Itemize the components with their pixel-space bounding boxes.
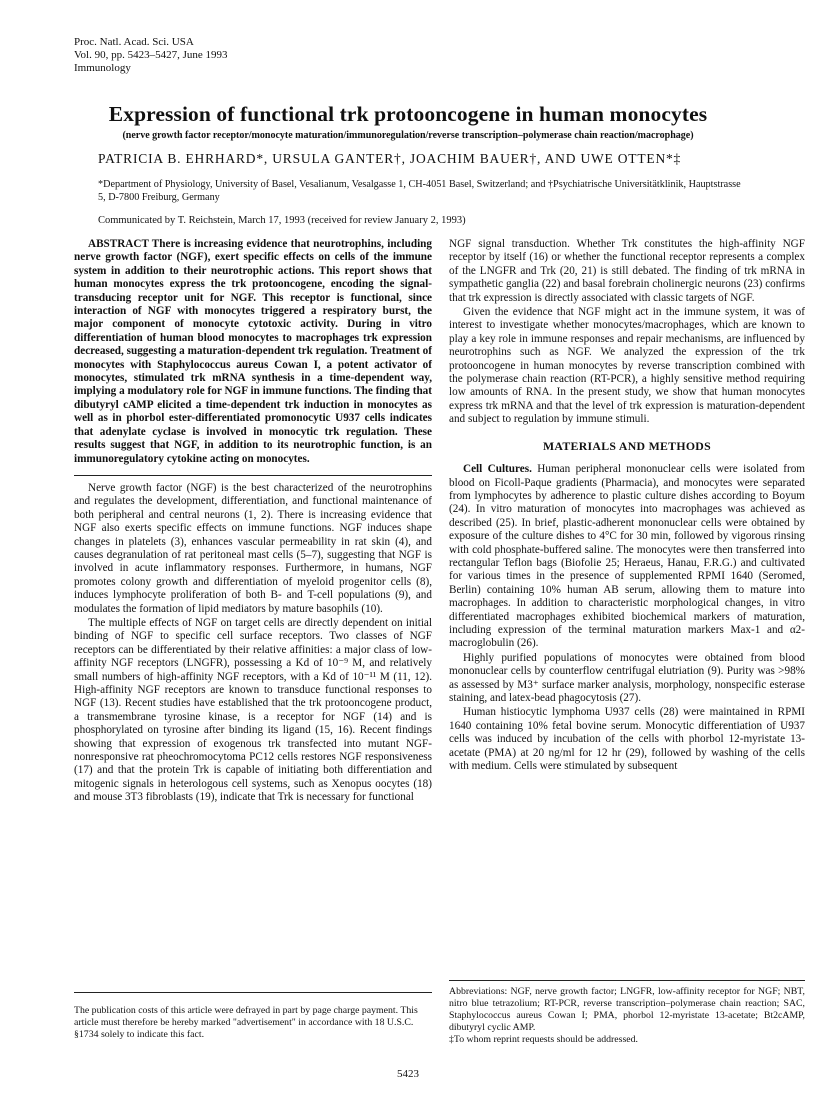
affiliations: *Department of Physiology, University of Basel, Vesalianum, Vesalgasse 1, CH-4051 Basel, Switzerland; and †Psychiatrische Universitätklinik, Hauptstrasse 5, D-7800 Freiburg, Germany bbox=[98, 179, 741, 203]
keywords: (nerve growth factor receptor/monocyte maturation/immunoregulation/reverse transcription–polymerase chain reaction/macrophage) bbox=[122, 130, 694, 141]
authors: PATRICIA B. EHRHARD*, URSULA GANTER†, JOACHIM BAUER†, AND UWE OTTEN*‡ bbox=[98, 151, 682, 166]
journal-name: Proc. Natl. Acad. Sci. USA bbox=[74, 36, 194, 48]
journal-header bbox=[74, 36, 228, 75]
article-title: Expression of functional trk protooncogene in human monocytes bbox=[108, 102, 708, 126]
methods-subhead: Cell Cultures. bbox=[463, 463, 532, 476]
methods-heading: MATERIALS AND METHODS bbox=[543, 438, 711, 453]
abbreviations-rule bbox=[449, 980, 805, 981]
abstract: ABSTRACT There is increasing evidence that neurotrophins, including nerve growth factor (NGF), exert specific effects on cells of the immune system in addition to their neurotrophic actions. This report shows that human monocytes express the trk protooncogene, encoding the signal-transducing receptor unit for NGF. This receptor is functional, since interaction of NGF with monocytes triggered a respiratory burst, the major component of monocyte cytotoxic activity. During in vitro differentiation of human blood monocytes to macrophages trk expression decreased, suggesting a maturation-dependent trk regulation. Treatment of monocytes with Staphylococcus aureus Cowan I, a potent activator of monocytes, stimulated trk mRNA synthesis in a time-dependent way, implying a modulatory role for NGF in immune functions. The finding that dibutyryl cAMP elicited a time-dependent trk induction in monocytes as well as in phorbol ester-differentiated promonocytic U937 cells indicates that adenylate cyclase is involved in monocytic trk regulation. These results suggest that NGF, in addition to its neurotrophic function, is an immunoregulatory cytokine acting on monocytes. bbox=[74, 238, 432, 465]
intro-paragraph-1: Nerve growth factor (NGF) is the best characterized of the neurotrophins and regulates the development, differentiation, and functional maintenance of both peripheral and central neurons (1, 2). There is increasing evidence that NGF also exerts specific effects on immune functions. NGF induces shape changes in platelets (3), enhances vascular permeability in rat skin (4), and causes degranulation of rat peritoneal mast cells (5–7), suggesting that NGF is involved in acute inflammatory responses. Furthermore, in humans, NGF promotes colony growth and differentiation of myeloid progenitor cells (8), induces lymphocyte proliferation of both B- and T-cell populations (9), and modulates the formation of lipid mediators by mature basophils (10). bbox=[74, 481, 432, 615]
communicated-line: Communicated by T. Reichstein, March 17, 1993 (received for review January 2, 1993) bbox=[98, 215, 466, 226]
abbreviations-text: Abbreviations: NGF, nerve growth factor; LNGFR, low-affinity receptor for NGF; NBT, nitro blue tetrazolium; RT-PCR, reverse transcription–polymerase chain reaction; SAC, Staphylococcus aureus Cowan I; PMA, phorbol 12-myristate 13-acetate; Bt2cAMP, dibutyryl cyclic AMP. bbox=[449, 986, 805, 1033]
journal-volume: Vol. 90, pp. 5423–5427, June 1993 bbox=[74, 49, 228, 61]
intro-paragraph-2: The multiple effects of NGF on target cells are directly dependent on initial binding of NGF to specific cell surface receptors. Two classes of NGF receptors can be differentiated by their relative affinities: a major class of low-affinity NGF receptors (LNGFR), possessing a Kd of 10⁻⁹ M, and relatively small numbers of high-affinity NGF receptors, with a Kd of 10⁻¹¹ M (11, 12). High-affinity NGF receptors are known to transduce functional responses to NGF (13). Recent studies have established that the trk protooncogene product, a transmembrane tyrosine kinase, is a receptor for NGF (14) and is phosphorylated on tyrosine after binding its ligand (15, 16). Recent findings showing that expression of exogenous trk transfected into mutant NGF-nonresponsive rat pheochromocytoma PC12 cells restores NGF responsiveness (17) and that the protein Trk is capable of initiating both differentiation and mitogenic signals in heterologous cell systems, such as Xenopus oocytes (18) and mouse 3T3 fibroblasts (19), indicate that Trk is necessary for functional bbox=[74, 616, 432, 804]
abbreviations-footnote bbox=[449, 986, 805, 1046]
abstract-rule bbox=[74, 475, 432, 476]
methods-text-1: Human peripheral mononuclear cells were isolated from blood on Ficoll-Paque gradients (Pharmacia), and monocytes were separated from lymphocytes by adherence to plastic culture dishes according to Boyum (24). In vitro maturation of monocytes into macrophages was achieved as described (25). In brief, plastic-adherent mononuclear cells were obtained by exposure of the culture dishes to 4°C for 30 min, followed by vigorous rinsing with cold phosphate-buffered saline. The monocytes were then transferred into rectangular Teflon bags (Biofolie 25; Heraeus, Hanau, F.R.G.) and cultivated for various times in the presence of supplemented RPMI 1640 (Seromed, Berlin) containing 10% human AB serum, allowing them to mature into macrophages. In addition to characteristic morphological changes, in vitro differentiated macrophages exhibited biochemical markers of maturation, including expression of the terminal maturation markers Max-1 and α2-macroglobulin (26). bbox=[449, 463, 806, 650]
methods-paragraph-2: Highly purified populations of monocytes were obtained from blood mononuclear cells by counterflow centrifugal elutriation (9). Purity was >98% as assessed by M3⁺ surface marker analysis, morphology, nonspecific esterase staining, and latex-bead phagocytosis (27). bbox=[449, 651, 805, 704]
methods-paragraph-1 bbox=[449, 463, 805, 651]
right-column bbox=[449, 238, 805, 774]
footnote-rule bbox=[74, 992, 432, 993]
methods-paragraph-3: Human histiocytic lymphoma U937 cells (28) were maintained in RPMI 1640 containing 10% fetal bovine serum. Monocytic differentiation of U937 cells was induced by incubation of the cells with phorbol 12-myristate 13-acetate (PMA) at 20 ng/ml for 12 hr (29), followed by washing of the cells with medium. Cells were stimulated by subsequent bbox=[449, 706, 805, 773]
right-paragraph-1: NGF signal transduction. Whether Trk constitutes the high-affinity NGF receptor by itself (16) or whether the functional receptor represents a complex of the LNGFR and Trk (20, 21) is still debated. The finding of trk mRNA in sympathetic ganglia (22) and basal forebrain cholinergic neurons (23) confirms that trk expression is directly associated with classic targets of NGF. bbox=[449, 238, 805, 304]
right-paragraph-2: Given the evidence that NGF might act in the immune system, it was of interest to investigate whether monocytes/macrophages, which are known to play a key role in immune responses and repair mechanisms, are influenced by neurotrophins such as NGF. We analyzed the expression of the trk protooncogene in human monocytes by reverse transcription combined with the polymerase chain reaction (RT-PCR), a highly sensitive method requiring low amounts of RNA. In the present study, we show that human monocytes express trk mRNA and that the level of trk expression is maturation-dependent and subject to regulation by immune stimuli. bbox=[449, 306, 805, 426]
charges-footnote: The publication costs of this article were defrayed in part by page charge payment. This article must therefore be hereby marked "advertisement" in accordance with 18 U.S.C. §1734 solely to indicate this fact. bbox=[74, 1005, 418, 1040]
left-column bbox=[74, 238, 432, 806]
reprint-note: ‡To whom reprint requests should be addressed. bbox=[449, 1034, 638, 1045]
journal-section: Immunology bbox=[74, 62, 131, 74]
page-number: 5423 bbox=[397, 1068, 419, 1080]
